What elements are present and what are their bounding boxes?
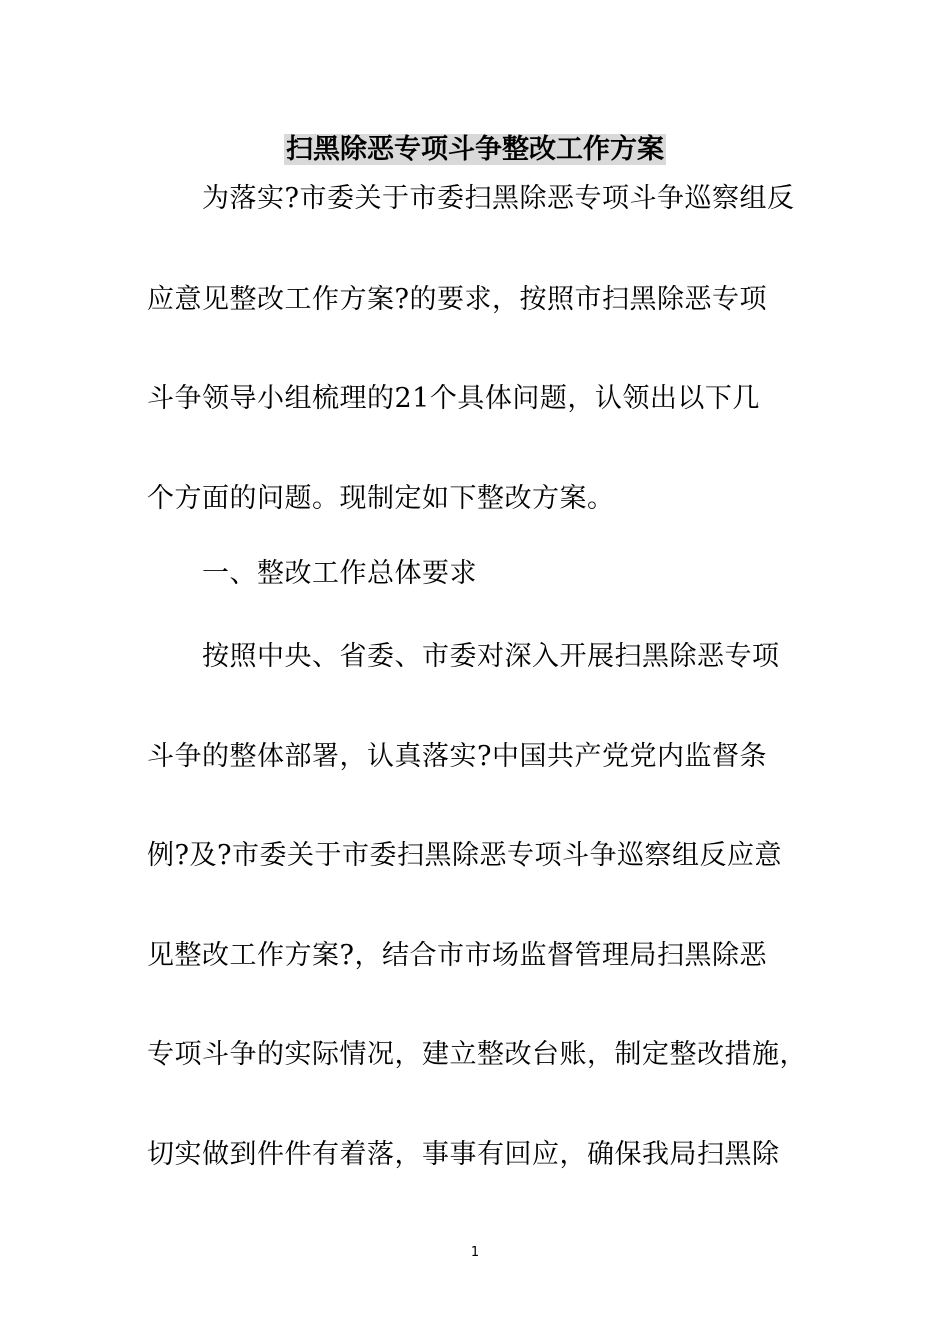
paragraph-line: 见整改工作方案?，结合市市场监督管理局扫黑除恶 — [147, 940, 767, 971]
paragraph-line: 专项斗争的实际情况，建立整改台账，制定整改措施， — [147, 1039, 807, 1070]
page-number: 1 — [470, 1245, 480, 1260]
paragraph-line: 应意见整改工作方案?的要求，按照市扫黑除恶专项 — [147, 284, 767, 315]
paragraph-line: 切实做到件件有着落，事事有回应，确保我局扫黑除 — [147, 1139, 780, 1170]
paragraph-line: 按照中央、省委、市委对深入开展扫黑除恶专项 — [202, 641, 780, 672]
paragraph-line: 个方面的问题。现制定如下整改方案。 — [147, 483, 615, 514]
document-title-text: 扫黑除恶专项斗争整改工作方案 — [286, 134, 664, 165]
paragraph-line: 为落实?市委关于市委扫黑除恶专项斗争巡察组反 — [202, 183, 795, 214]
document-title — [0, 128, 950, 175]
section-heading: 一、整改工作总体要求 — [202, 558, 477, 589]
paragraph-line: 斗争的整体部署，认真落实?中国共产党党内监督条 — [147, 741, 767, 772]
paragraph-line: 例?及?市委关于市委扫黑除恶专项斗争巡察组反应意 — [147, 840, 782, 871]
paragraph-line: 斗争领导小组梳理的21个具体问题，认领出以下几 — [147, 383, 760, 414]
